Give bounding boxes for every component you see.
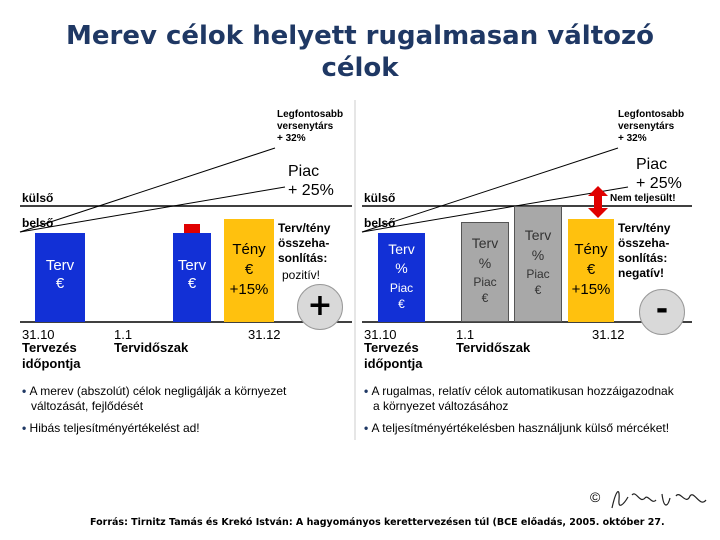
right-bullet-1: • A rugalmas, relatív célok automatikusan hozzáigazodnak a környezet változásához [364,384,674,413]
right-date-jan: 1.1 [456,327,475,342]
right-date-start: 31.10 [364,327,397,342]
right-competitor-label: Legfontosabb versenytárs + 32% [618,109,685,144]
left-compare-label: Terv/tény összeha- sonlítás: [278,221,331,265]
right-planning-date-label: Tervezés időpontja [364,340,423,371]
right-plan-box-2: Terv % Piac € [461,222,509,322]
left-date-jan: 1.1 [114,327,133,342]
bullet-dot: • [22,384,30,398]
left-external-label: külső [22,191,54,205]
copyright-symbol: © [590,489,601,505]
left-plan-box-1: Terv € [35,233,85,322]
right-plan-period-label: Tervidőszak [456,340,531,355]
bullet-dot: • [22,421,30,435]
left-planning-date-label: Tervezés időpontja [22,340,81,371]
left-date-end: 31.12 [248,327,281,342]
left-actual-box: Tény € +15% [224,219,274,322]
left-competitor-label: Legfontosabb versenytárs + 32% [277,109,344,144]
source-citation: Forrás: Tirnitz Tamás és Krekó István: A hagyományos kerettervezésen túl (BCE előadás, 2005. október 27. [90,517,665,528]
right-bullet-2: • A teljesítményértékelésben használjunk külső mércéket! [364,421,670,435]
left-internal-label: belső [22,216,54,230]
right-market-label: Piac + 25% [636,156,682,192]
title-line-2: célok [321,53,399,83]
left-plus-circle: + [297,284,343,330]
right-internal-label: belső [364,216,396,230]
right-minus-circle: - [639,289,685,335]
right-actual-box: Tény € +15% [568,219,614,322]
right-compare-label: Terv/tény összeha- sonlítás: negatív! [618,221,671,280]
left-red-arrow [184,224,200,233]
bullet-dot: • [364,384,372,398]
bullet-dot: • [364,421,372,435]
left-market-label: Piac + 25% [288,163,334,199]
left-result-label: pozitív! [282,268,321,282]
left-plan-box-2: Terv € [173,233,211,322]
right-external-label: külső [364,191,396,205]
right-plan-box-1: Terv % Piac € [378,233,425,322]
left-date-start: 31.10 [22,327,55,342]
right-plan-box-3: Terv % Piac € [514,206,562,322]
left-bullet-2: • Hibás teljesítményértékelést ad! [22,421,200,435]
right-not-met-label: Nem teljesült! [610,193,676,204]
right-date-end: 31.12 [592,327,625,342]
title-line-1: Merev célok helyett rugalmasan változó [66,21,654,51]
left-plan-period-label: Tervidőszak [114,340,189,355]
left-bullet-1: • A merev (abszolút) célok negligálják a környezet változását, fejlődését [22,384,287,413]
